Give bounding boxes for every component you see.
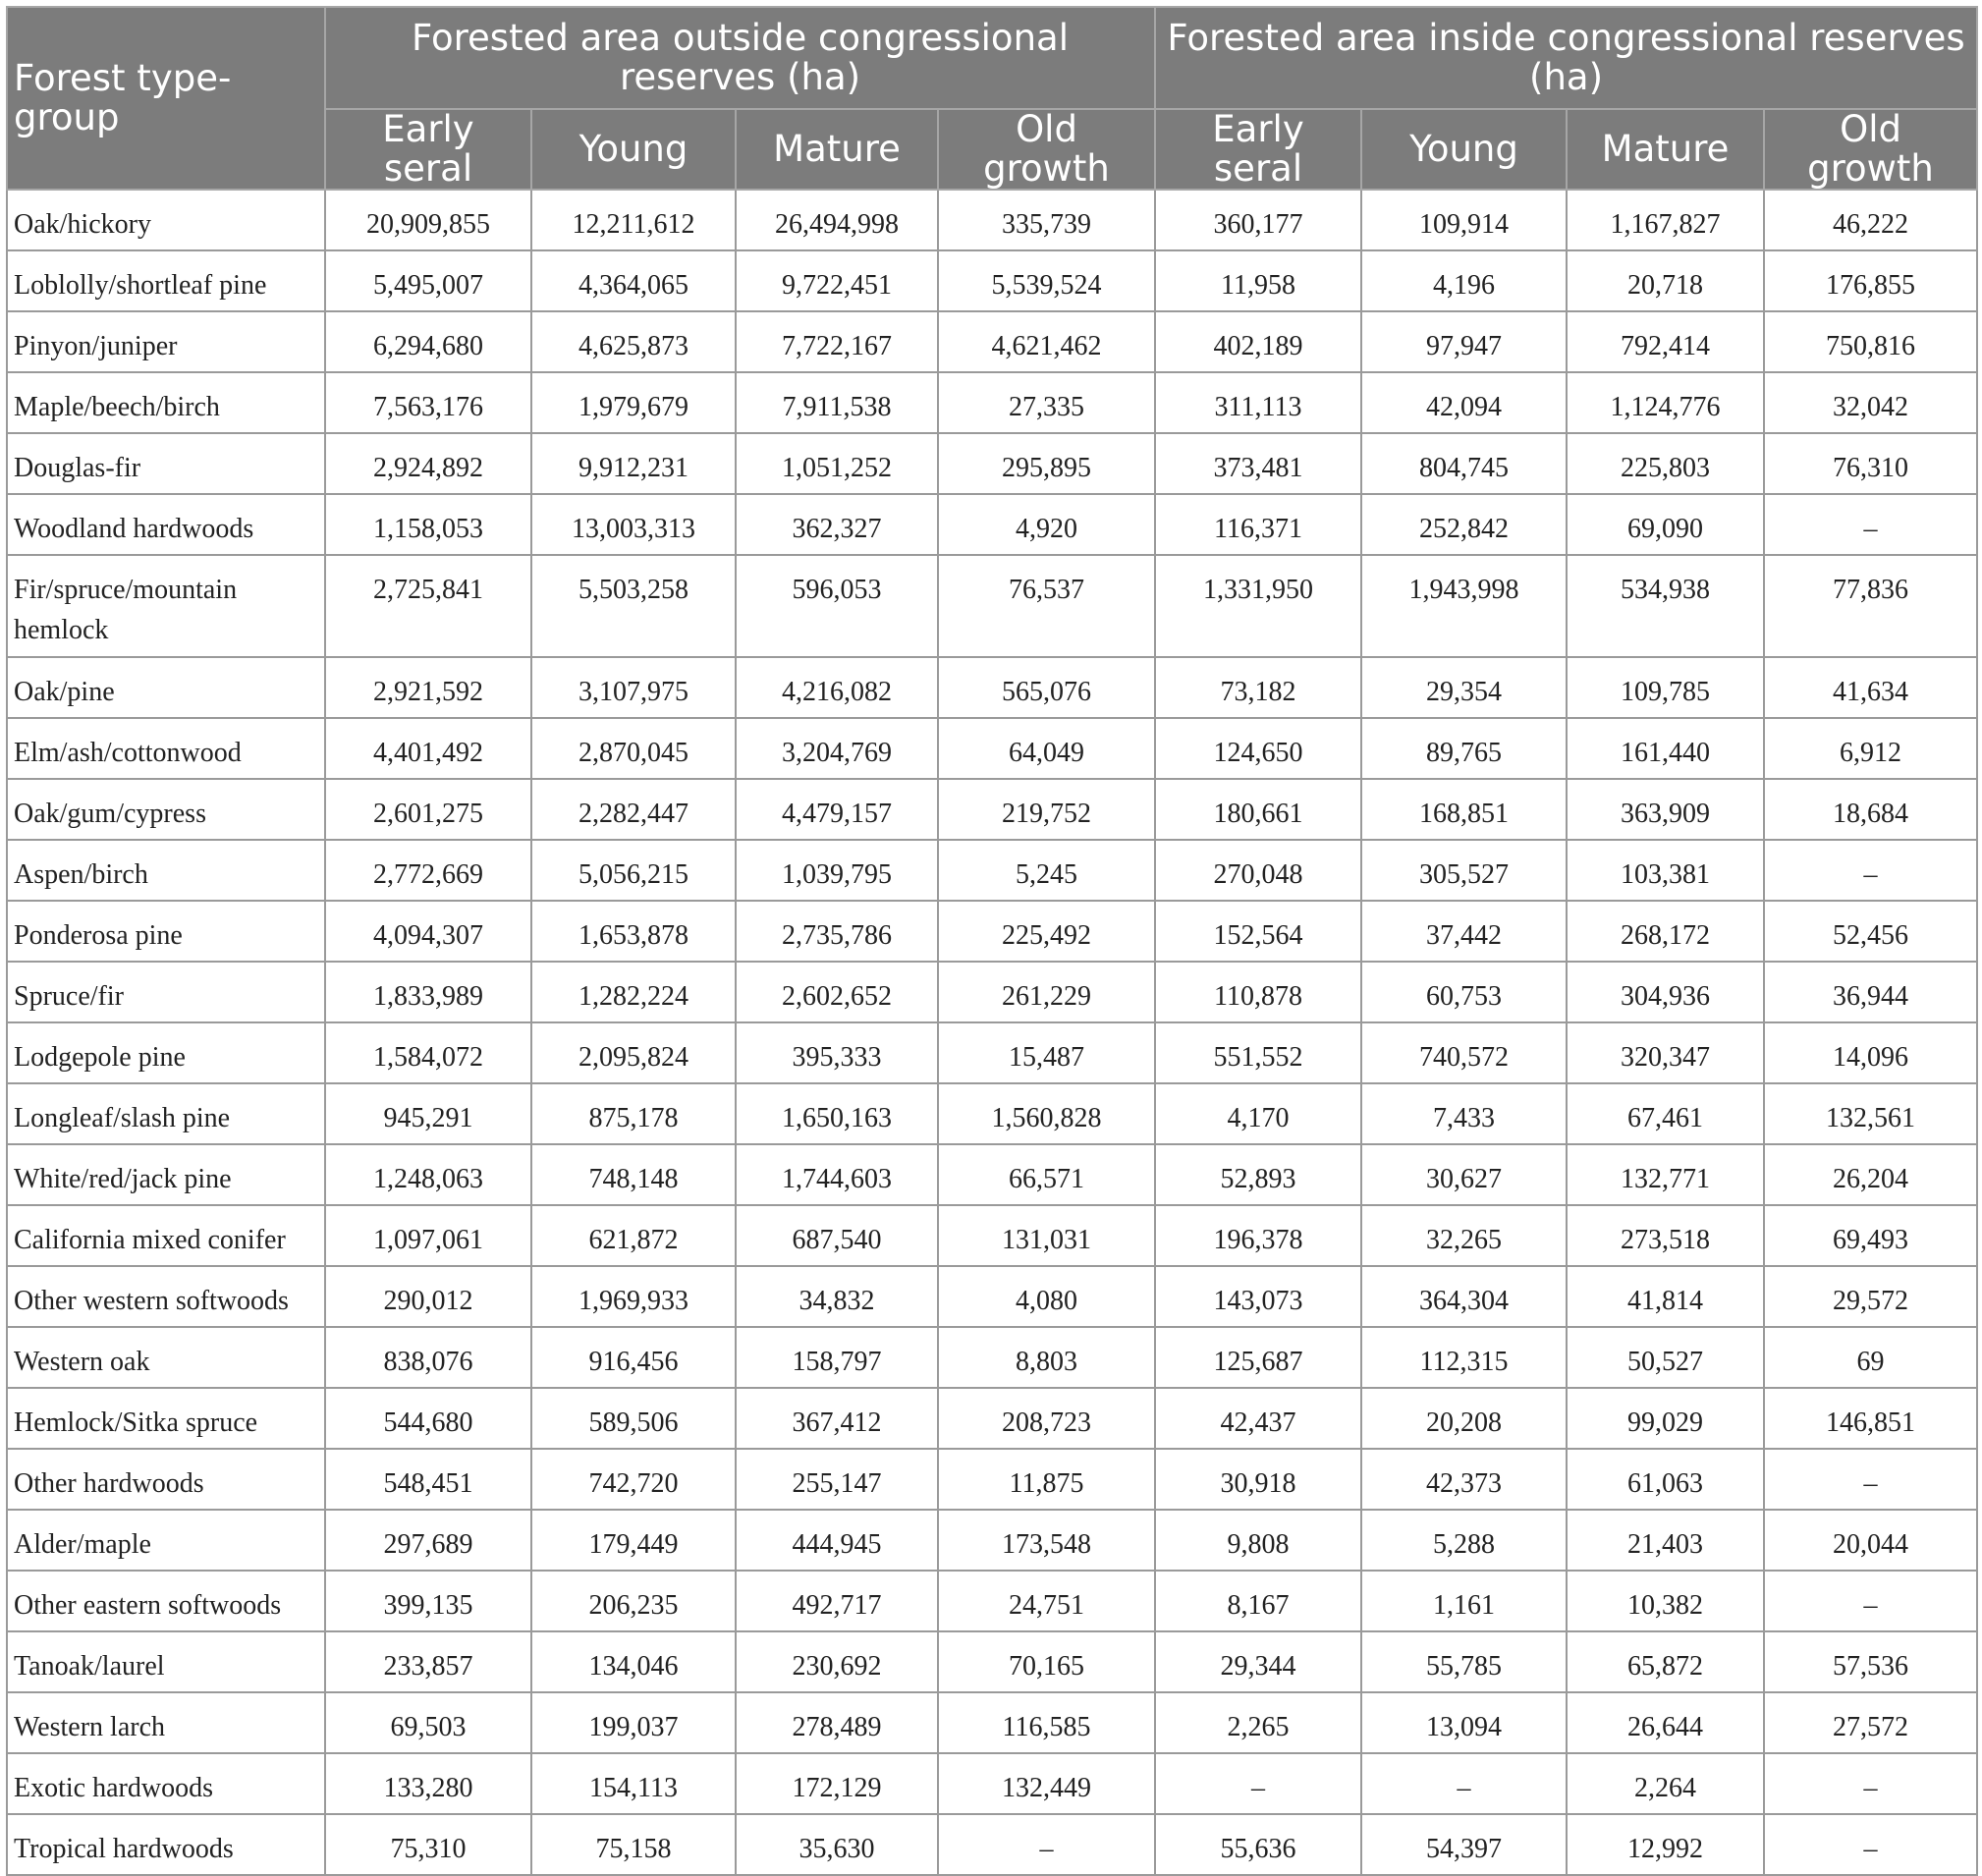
area-value-cell: 112,315 <box>1361 1327 1567 1388</box>
area-value-cell: – <box>1155 1753 1361 1814</box>
area-value-cell: 4,094,307 <box>325 901 531 962</box>
area-value-cell: 945,291 <box>325 1083 531 1144</box>
area-value-cell: 116,371 <box>1155 494 1361 555</box>
table-row <box>7 494 1977 555</box>
area-value-cell: 399,135 <box>325 1571 531 1631</box>
area-value-cell: 1,650,163 <box>736 1083 938 1144</box>
table-row <box>7 840 1977 901</box>
area-value-cell: 69,503 <box>325 1692 531 1753</box>
area-value-cell: – <box>1764 494 1977 555</box>
area-value-cell: 3,107,975 <box>531 657 736 718</box>
area-value-cell: 1,653,878 <box>531 901 736 962</box>
area-value-cell: 225,492 <box>938 901 1155 962</box>
area-value-cell: 7,911,538 <box>736 372 938 433</box>
table-row <box>7 1449 1977 1510</box>
area-value-cell: 6,912 <box>1764 718 1977 779</box>
area-value-cell: 196,378 <box>1155 1205 1361 1266</box>
area-value-cell: 1,039,795 <box>736 840 938 901</box>
area-value-cell: 9,808 <box>1155 1510 1361 1571</box>
area-value-cell: 89,765 <box>1361 718 1567 779</box>
forest-type-name: Oak/pine <box>7 657 325 718</box>
table-row <box>7 1266 1977 1327</box>
area-value-cell: 27,572 <box>1764 1692 1977 1753</box>
area-value-cell: 64,049 <box>938 718 1155 779</box>
area-value-cell: 1,167,827 <box>1567 190 1764 250</box>
forest-type-name: Exotic hardwoods <box>7 1753 325 1814</box>
forest-type-name: Alder/maple <box>7 1510 325 1571</box>
area-value-cell: 76,310 <box>1764 433 1977 494</box>
area-value-cell: 50,527 <box>1567 1327 1764 1388</box>
area-value-cell: 270,048 <box>1155 840 1361 901</box>
area-value-cell: 1,331,950 <box>1155 555 1361 657</box>
forest-type-name: Spruce/fir <box>7 962 325 1022</box>
area-value-cell: 27,335 <box>938 372 1155 433</box>
area-value-cell: 20,909,855 <box>325 190 531 250</box>
forest-type-name: Other eastern softwoods <box>7 1571 325 1631</box>
area-value-cell: 132,771 <box>1567 1144 1764 1205</box>
table-row <box>7 372 1977 433</box>
area-value-cell: 1,248,063 <box>325 1144 531 1205</box>
area-value-cell: 5,288 <box>1361 1510 1567 1571</box>
area-value-cell: 2,921,592 <box>325 657 531 718</box>
forest-type-group-header: Forest type-group <box>7 7 325 190</box>
inside-mature-header: Mature <box>1567 109 1764 190</box>
area-value-cell: 305,527 <box>1361 840 1567 901</box>
area-value-cell: 180,661 <box>1155 779 1361 840</box>
area-value-cell: 20,718 <box>1567 250 1764 311</box>
header-row-groups <box>7 7 1977 109</box>
area-value-cell: 804,745 <box>1361 433 1567 494</box>
table-row <box>7 250 1977 311</box>
forest-type-name: Loblolly/shortleaf pine <box>7 250 325 311</box>
table-row <box>7 1022 1977 1083</box>
forest-type-name: Ponderosa pine <box>7 901 325 962</box>
area-value-cell: 544,680 <box>325 1388 531 1449</box>
area-value-cell: – <box>1764 1449 1977 1510</box>
forest-type-name: Lodgepole pine <box>7 1022 325 1083</box>
area-value-cell: 4,625,873 <box>531 311 736 372</box>
forest-type-name: Oak/gum/cypress <box>7 779 325 840</box>
area-value-cell: – <box>1764 1814 1977 1875</box>
table-row <box>7 433 1977 494</box>
table-row <box>7 311 1977 372</box>
table-row <box>7 657 1977 718</box>
area-value-cell: 2,264 <box>1567 1753 1764 1814</box>
table-row <box>7 779 1977 840</box>
area-value-cell: 35,630 <box>736 1814 938 1875</box>
area-value-cell: 7,563,176 <box>325 372 531 433</box>
area-value-cell: 6,294,680 <box>325 311 531 372</box>
area-value-cell: 30,918 <box>1155 1449 1361 1510</box>
table-row <box>7 1205 1977 1266</box>
area-value-cell: 5,245 <box>938 840 1155 901</box>
area-value-cell: 2,924,892 <box>325 433 531 494</box>
area-value-cell: 295,895 <box>938 433 1155 494</box>
table-body <box>7 190 1977 1875</box>
area-value-cell: 8,803 <box>938 1327 1155 1388</box>
forest-type-name: Fir/spruce/mountain hemlock <box>7 555 325 657</box>
area-value-cell: 395,333 <box>736 1022 938 1083</box>
area-value-cell: 1,943,998 <box>1361 555 1567 657</box>
area-value-cell: 69 <box>1764 1327 1977 1388</box>
area-value-cell: 26,644 <box>1567 1692 1764 1753</box>
area-value-cell: 4,364,065 <box>531 250 736 311</box>
area-value-cell: 42,094 <box>1361 372 1567 433</box>
area-value-cell: 5,056,215 <box>531 840 736 901</box>
area-value-cell: 9,912,231 <box>531 433 736 494</box>
area-value-cell: 36,944 <box>1764 962 1977 1022</box>
area-value-cell: 131,031 <box>938 1205 1155 1266</box>
forest-type-name: Maple/beech/birch <box>7 372 325 433</box>
area-value-cell: 8,167 <box>1155 1571 1361 1631</box>
area-value-cell: 176,855 <box>1764 250 1977 311</box>
area-value-cell: 46,222 <box>1764 190 1977 250</box>
area-value-cell: 133,280 <box>325 1753 531 1814</box>
area-value-cell: 565,076 <box>938 657 1155 718</box>
table-row <box>7 1692 1977 1753</box>
area-value-cell: 41,634 <box>1764 657 1977 718</box>
area-value-cell: 134,046 <box>531 1631 736 1692</box>
area-value-cell: 7,722,167 <box>736 311 938 372</box>
area-value-cell: 2,601,275 <box>325 779 531 840</box>
inside-early-seral-header: Early seral <box>1155 109 1361 190</box>
area-value-cell: 1,969,933 <box>531 1266 736 1327</box>
area-value-cell: 444,945 <box>736 1510 938 1571</box>
area-value-cell: 335,739 <box>938 190 1155 250</box>
area-value-cell: 168,851 <box>1361 779 1567 840</box>
forest-type-name: Hemlock/Sitka spruce <box>7 1388 325 1449</box>
area-value-cell: 11,958 <box>1155 250 1361 311</box>
area-value-cell: 1,051,252 <box>736 433 938 494</box>
area-value-cell: 3,204,769 <box>736 718 938 779</box>
area-value-cell: 37,442 <box>1361 901 1567 962</box>
area-value-cell: 230,692 <box>736 1631 938 1692</box>
area-value-cell: 34,832 <box>736 1266 938 1327</box>
area-value-cell: 2,772,669 <box>325 840 531 901</box>
area-value-cell: 621,872 <box>531 1205 736 1266</box>
forest-type-name: Pinyon/juniper <box>7 311 325 372</box>
area-value-cell: 304,936 <box>1567 962 1764 1022</box>
area-value-cell: 99,029 <box>1567 1388 1764 1449</box>
forest-type-name: Elm/ash/cottonwood <box>7 718 325 779</box>
inside-reserves-header: Forested area inside congressional reserves (ha) <box>1155 7 1977 109</box>
area-value-cell: 32,265 <box>1361 1205 1567 1266</box>
area-value-cell: 109,785 <box>1567 657 1764 718</box>
forest-type-name: Western oak <box>7 1327 325 1388</box>
outside-young-header: Young <box>531 109 736 190</box>
area-value-cell: 2,725,841 <box>325 555 531 657</box>
forest-type-name: Tanoak/laurel <box>7 1631 325 1692</box>
area-value-cell: 748,148 <box>531 1144 736 1205</box>
area-value-cell: 172,129 <box>736 1753 938 1814</box>
area-value-cell: 1,161 <box>1361 1571 1567 1631</box>
area-value-cell: 320,347 <box>1567 1022 1764 1083</box>
forest-type-name: Woodland hardwoods <box>7 494 325 555</box>
table-row <box>7 901 1977 962</box>
area-value-cell: 69,090 <box>1567 494 1764 555</box>
area-value-cell: 219,752 <box>938 779 1155 840</box>
area-value-cell: 132,449 <box>938 1753 1155 1814</box>
area-value-cell: 14,096 <box>1764 1022 1977 1083</box>
area-value-cell: 13,003,313 <box>531 494 736 555</box>
area-value-cell: 161,440 <box>1567 718 1764 779</box>
area-value-cell: 4,216,082 <box>736 657 938 718</box>
area-value-cell: 41,814 <box>1567 1266 1764 1327</box>
area-value-cell: 75,158 <box>531 1814 736 1875</box>
area-value-cell: 30,627 <box>1361 1144 1567 1205</box>
area-value-cell: 26,204 <box>1764 1144 1977 1205</box>
area-value-cell: 4,196 <box>1361 250 1567 311</box>
area-value-cell: 124,650 <box>1155 718 1361 779</box>
area-value-cell: 54,397 <box>1361 1814 1567 1875</box>
area-value-cell: 18,684 <box>1764 779 1977 840</box>
area-value-cell: 29,354 <box>1361 657 1567 718</box>
area-value-cell: 103,381 <box>1567 840 1764 901</box>
area-value-cell: 29,572 <box>1764 1266 1977 1327</box>
inside-old-growth-header: Old growth <box>1764 109 1977 190</box>
area-value-cell: 77,836 <box>1764 555 1977 657</box>
area-value-cell: 402,189 <box>1155 311 1361 372</box>
area-value-cell: 4,401,492 <box>325 718 531 779</box>
table-row <box>7 962 1977 1022</box>
area-value-cell: 42,373 <box>1361 1449 1567 1510</box>
area-value-cell: 12,992 <box>1567 1814 1764 1875</box>
area-value-cell: 97,947 <box>1361 311 1567 372</box>
table-row <box>7 1144 1977 1205</box>
area-value-cell: 1,282,224 <box>531 962 736 1022</box>
area-value-cell: 52,456 <box>1764 901 1977 962</box>
area-value-cell: 916,456 <box>531 1327 736 1388</box>
area-value-cell: 268,172 <box>1567 901 1764 962</box>
area-value-cell: 1,833,989 <box>325 962 531 1022</box>
area-value-cell: 2,282,447 <box>531 779 736 840</box>
area-value-cell: 146,851 <box>1764 1388 1977 1449</box>
area-value-cell: 2,870,045 <box>531 718 736 779</box>
area-value-cell: 110,878 <box>1155 962 1361 1022</box>
area-value-cell: 20,044 <box>1764 1510 1977 1571</box>
area-value-cell: 4,920 <box>938 494 1155 555</box>
area-value-cell: 596,053 <box>736 555 938 657</box>
area-value-cell: 15,487 <box>938 1022 1155 1083</box>
area-value-cell: 548,451 <box>325 1449 531 1510</box>
area-value-cell: 278,489 <box>736 1692 938 1753</box>
area-value-cell: 4,479,157 <box>736 779 938 840</box>
area-value-cell: 67,461 <box>1567 1083 1764 1144</box>
area-value-cell: 152,564 <box>1155 901 1361 962</box>
area-value-cell: 5,503,258 <box>531 555 736 657</box>
area-value-cell: 32,042 <box>1764 372 1977 433</box>
area-value-cell: 534,938 <box>1567 555 1764 657</box>
area-value-cell: – <box>1764 1571 1977 1631</box>
area-value-cell: 492,717 <box>736 1571 938 1631</box>
forest-type-name: Western larch <box>7 1692 325 1753</box>
area-value-cell: 4,621,462 <box>938 311 1155 372</box>
area-value-cell: 225,803 <box>1567 433 1764 494</box>
outside-mature-header: Mature <box>736 109 938 190</box>
forest-type-name: Other hardwoods <box>7 1449 325 1510</box>
area-value-cell: 116,585 <box>938 1692 1155 1753</box>
area-value-cell: 125,687 <box>1155 1327 1361 1388</box>
outside-reserves-header: Forested area outside congressional reserves (ha) <box>325 7 1155 109</box>
area-value-cell: 10,382 <box>1567 1571 1764 1631</box>
area-value-cell: 13,094 <box>1361 1692 1567 1753</box>
area-value-cell: 42,437 <box>1155 1388 1361 1449</box>
forest-type-name: Oak/hickory <box>7 190 325 250</box>
area-value-cell: 1,584,072 <box>325 1022 531 1083</box>
forest-type-name: California mixed conifer <box>7 1205 325 1266</box>
area-value-cell: 362,327 <box>736 494 938 555</box>
table-row <box>7 1631 1977 1692</box>
forest-type-name: Tropical hardwoods <box>7 1814 325 1875</box>
table-row <box>7 1814 1977 1875</box>
area-value-cell: 57,536 <box>1764 1631 1977 1692</box>
table-row <box>7 1571 1977 1631</box>
area-value-cell: 290,012 <box>325 1266 531 1327</box>
table-row <box>7 1327 1977 1388</box>
area-value-cell: 2,095,824 <box>531 1022 736 1083</box>
area-value-cell: 132,561 <box>1764 1083 1977 1144</box>
inside-young-header: Young <box>1361 109 1567 190</box>
area-value-cell: 65,872 <box>1567 1631 1764 1692</box>
area-value-cell: 26,494,998 <box>736 190 938 250</box>
area-value-cell: 55,785 <box>1361 1631 1567 1692</box>
area-value-cell: 367,412 <box>736 1388 938 1449</box>
area-value-cell: 792,414 <box>1567 311 1764 372</box>
area-value-cell: 1,560,828 <box>938 1083 1155 1144</box>
area-value-cell: 364,304 <box>1361 1266 1567 1327</box>
area-value-cell: 206,235 <box>531 1571 736 1631</box>
area-value-cell: 154,113 <box>531 1753 736 1814</box>
area-value-cell: – <box>938 1814 1155 1875</box>
area-value-cell: 360,177 <box>1155 190 1361 250</box>
table-row <box>7 718 1977 779</box>
area-value-cell: 273,518 <box>1567 1205 1764 1266</box>
area-value-cell: 551,552 <box>1155 1022 1361 1083</box>
area-value-cell: 311,113 <box>1155 372 1361 433</box>
area-value-cell: 55,636 <box>1155 1814 1361 1875</box>
table-row <box>7 1388 1977 1449</box>
area-value-cell: 589,506 <box>531 1388 736 1449</box>
table-row <box>7 1083 1977 1144</box>
area-value-cell: 11,875 <box>938 1449 1155 1510</box>
area-value-cell: 61,063 <box>1567 1449 1764 1510</box>
area-value-cell: 750,816 <box>1764 311 1977 372</box>
area-value-cell: 1,158,053 <box>325 494 531 555</box>
area-value-cell: 255,147 <box>736 1449 938 1510</box>
area-value-cell: 5,539,524 <box>938 250 1155 311</box>
forest-type-name: Aspen/birch <box>7 840 325 901</box>
area-value-cell: 52,893 <box>1155 1144 1361 1205</box>
area-value-cell: 75,310 <box>325 1814 531 1875</box>
forest-type-name: White/red/jack pine <box>7 1144 325 1205</box>
area-value-cell: 76,537 <box>938 555 1155 657</box>
area-value-cell: 143,073 <box>1155 1266 1361 1327</box>
area-value-cell: 233,857 <box>325 1631 531 1692</box>
forest-type-name: Longleaf/slash pine <box>7 1083 325 1144</box>
area-value-cell: 1,124,776 <box>1567 372 1764 433</box>
area-value-cell: 1,979,679 <box>531 372 736 433</box>
forest-area-table <box>6 6 1978 1876</box>
area-value-cell: 20,208 <box>1361 1388 1567 1449</box>
table-header <box>7 7 1977 190</box>
area-value-cell: 208,723 <box>938 1388 1155 1449</box>
area-value-cell: 297,689 <box>325 1510 531 1571</box>
area-value-cell: 179,449 <box>531 1510 736 1571</box>
area-value-cell: 5,495,007 <box>325 250 531 311</box>
area-value-cell: 261,229 <box>938 962 1155 1022</box>
table-row <box>7 555 1977 657</box>
area-value-cell: 875,178 <box>531 1083 736 1144</box>
area-value-cell: 373,481 <box>1155 433 1361 494</box>
area-value-cell: 12,211,612 <box>531 190 736 250</box>
area-value-cell: 2,735,786 <box>736 901 938 962</box>
area-value-cell: 2,265 <box>1155 1692 1361 1753</box>
area-value-cell: – <box>1764 1753 1977 1814</box>
area-value-cell: 29,344 <box>1155 1631 1361 1692</box>
area-value-cell: 4,080 <box>938 1266 1155 1327</box>
area-value-cell: 740,572 <box>1361 1022 1567 1083</box>
area-value-cell: 7,433 <box>1361 1083 1567 1144</box>
area-value-cell: 66,571 <box>938 1144 1155 1205</box>
outside-early-seral-header: Early seral <box>325 109 531 190</box>
area-value-cell: 60,753 <box>1361 962 1567 1022</box>
table-row <box>7 190 1977 250</box>
area-value-cell: 173,548 <box>938 1510 1155 1571</box>
forest-type-name: Douglas-fir <box>7 433 325 494</box>
area-value-cell: 73,182 <box>1155 657 1361 718</box>
area-value-cell: 69,493 <box>1764 1205 1977 1266</box>
table-row <box>7 1753 1977 1814</box>
area-value-cell: – <box>1764 840 1977 901</box>
area-value-cell: 252,842 <box>1361 494 1567 555</box>
outside-old-growth-header: Old growth <box>938 109 1155 190</box>
area-value-cell: 109,914 <box>1361 190 1567 250</box>
area-value-cell: – <box>1361 1753 1567 1814</box>
area-value-cell: 21,403 <box>1567 1510 1764 1571</box>
area-value-cell: 158,797 <box>736 1327 938 1388</box>
area-value-cell: 2,602,652 <box>736 962 938 1022</box>
forest-type-name: Other western softwoods <box>7 1266 325 1327</box>
table-row <box>7 1510 1977 1571</box>
area-value-cell: 1,097,061 <box>325 1205 531 1266</box>
area-value-cell: 9,722,451 <box>736 250 938 311</box>
area-value-cell: 4,170 <box>1155 1083 1361 1144</box>
area-value-cell: 199,037 <box>531 1692 736 1753</box>
area-value-cell: 363,909 <box>1567 779 1764 840</box>
area-value-cell: 24,751 <box>938 1571 1155 1631</box>
area-value-cell: 838,076 <box>325 1327 531 1388</box>
area-value-cell: 70,165 <box>938 1631 1155 1692</box>
area-value-cell: 687,540 <box>736 1205 938 1266</box>
area-value-cell: 1,744,603 <box>736 1144 938 1205</box>
area-value-cell: 742,720 <box>531 1449 736 1510</box>
